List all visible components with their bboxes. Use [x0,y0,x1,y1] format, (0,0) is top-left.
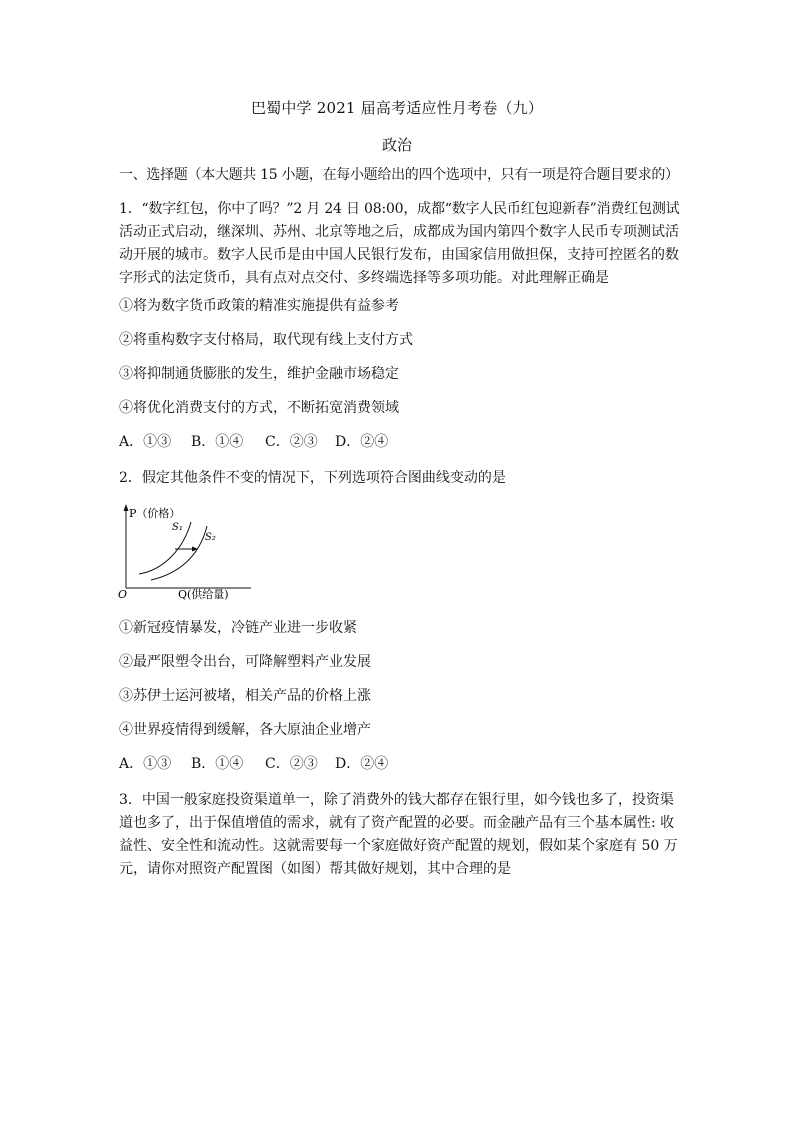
q2-answer-a: A．①③ [119,756,172,772]
q1-stem-line-4: 字形式的法定货币，具有点对点交付、多终端选择等多项功能。对此理解正确是 [119,270,609,286]
exam-title: 巴蜀中学 2021 届高考适应性月考卷（九） [250,99,544,117]
q1-option-2: ②将重构数字支付格局，取代现有线上支付方式 [119,332,413,348]
q2-answer-c: C．②③ [265,756,318,772]
q1-answer-b: B．①④ [191,434,244,450]
q2-answer-d: D．②④ [335,756,389,772]
supply-curve-graph [115,502,255,600]
supply-curve-s2 [151,526,207,580]
q1-option-3: ③将抑制通货膨胀的发生，维护金融市场稳定 [119,366,399,382]
q1-stem-line-2: 活动正式启动，继深圳、苏州、北京等地之后，成都成为国内第四个数字人民币专项测试活 [119,224,679,240]
q3-stem-line-3: 益性、安全性和流动性。这就需要每一个家庭做好资产配置的规划，假如某个家庭有 50 万 [119,838,678,854]
q2-option-2: ②最严限塑令出台，可降解塑料产业发展 [119,654,371,670]
q1-answer-d: D．②④ [335,434,389,450]
section-heading: 一、选择题（本大题共 15 小题，在每小题给出的四个选项中，只有一项是符合题目要求的） [119,167,679,183]
q2-answer-choices [119,754,388,774]
q2-stem: 2．假定其他条件不变的情况下，下列选项符合图曲线变动的是 [119,470,506,486]
supply-curve-s1 [139,522,191,574]
q3-stem-line-2: 道也多了，出于保值增值的需求，就有了资产配置的必要。而金融产品有三个基本属性: 收 [119,815,675,831]
curve-s2-label: S₂ [205,532,216,543]
y-axis-label: P（价格） [129,507,181,520]
q1-stem-line-3: 动开展的城市。数字人民币是由中国人民银行发布，由国家信用做担保，支持可控匿名的数 [119,247,679,263]
exam-subject: 政治 [381,136,412,154]
q1-answer-choices [119,432,388,452]
curve-s1-label: S₁ [172,522,183,533]
q1-option-4: ④将优化消费支付的方式，不断拓宽消费领域 [119,400,399,416]
q3-stem-line-1: 3．中国一般家庭投资渠道单一，除了消费外的钱大都存在银行里，如今钱也多了，投资渠 [119,792,674,808]
origin-label: O [118,588,128,600]
q1-answer-c: C．②③ [265,434,318,450]
q2-option-1: ①新冠疫情暴发，冷链产业进一步收紧 [119,620,357,636]
y-axis-arrow [124,504,129,511]
supply-curve-svg [115,502,255,600]
q1-answer-a: A．①③ [119,434,172,450]
q2-answer-b: B．①④ [191,756,244,772]
shift-arrow-head [192,547,198,552]
q2-option-4: ④世界疫情得到缓解，各大原油企业增产 [119,722,371,738]
q1-option-1: ①将为数字货币政策的精准实施提供有益参考 [119,298,399,314]
x-axis-label: Q(供给量) [178,588,229,600]
q1-stem-line-1: 1．“数字红包，你中了吗？”2 月 24 日 08:00，成都“数字人民币红包迎新春”消费红包测试 [119,201,680,217]
q2-option-3: ③苏伊士运河被堵，相关产品的价格上涨 [119,688,371,704]
q3-stem-line-4: 元，请你对照资产配置图（如图）帮其做好规划，其中合理的是 [119,861,511,877]
